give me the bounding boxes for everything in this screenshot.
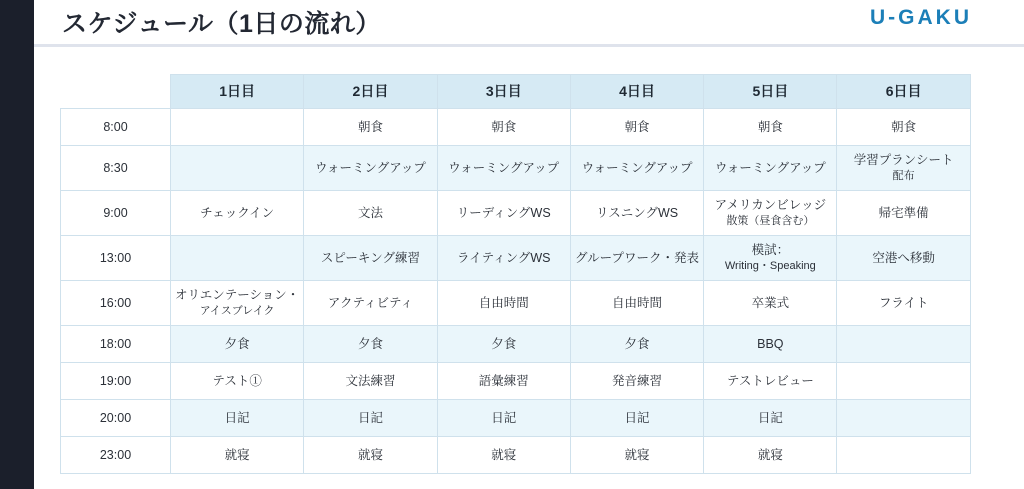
- brand-logo: U-GAKU: [870, 6, 972, 29]
- cell-line: リーディングWS: [456, 205, 551, 220]
- schedule-cell-d4-r9: [570, 437, 703, 474]
- cell-line: 就寝: [757, 447, 783, 462]
- time-label: 19:00: [61, 363, 171, 400]
- schedule-cell-d2-r9: [304, 437, 437, 474]
- cell-line: ライティングWS: [456, 250, 551, 265]
- schedule-cell-d6-r1: [837, 109, 970, 146]
- time-label: 8:00: [61, 109, 171, 146]
- schedule-cell-d6-r3: [837, 191, 970, 236]
- schedule-cell-d1-r9: [171, 437, 304, 474]
- cell-line: 帰宅準備: [878, 205, 929, 220]
- schedule-cell-d4-r3: [570, 191, 703, 236]
- cell-line: アクティビティ: [327, 295, 414, 310]
- cell-line: 日記: [224, 410, 250, 425]
- schedule-cell-d1-r7: [171, 363, 304, 400]
- schedule-cell-d3-r3: [437, 191, 570, 236]
- schedule-cell-d4-r1: [570, 109, 703, 146]
- time-label: 18:00: [61, 326, 171, 363]
- schedule-cell-d5-r1: [704, 109, 837, 146]
- schedule-cell-d6-r2: [837, 146, 970, 191]
- schedule-cell-d5-r4: [704, 236, 837, 281]
- cell-line: 朝食: [624, 119, 650, 134]
- cell-line: 夕食: [224, 336, 250, 351]
- cell-line: 日記: [491, 410, 517, 425]
- schedule-cell-d1-r2: [171, 146, 304, 191]
- cell-line: 就寝: [224, 447, 250, 462]
- day-header-1: 1日目: [171, 75, 304, 109]
- schedule-cell-d3-r7: [437, 363, 570, 400]
- schedule-cell-d2-r8: [304, 400, 437, 437]
- time-label: 8:30: [61, 146, 171, 191]
- cell-line: 朝食: [491, 119, 517, 134]
- table-row: [61, 437, 971, 474]
- table-row: [61, 236, 971, 281]
- page-header: [34, 0, 1024, 44]
- schedule-cell-d1-r6: [171, 326, 304, 363]
- cell-line: 日記: [757, 410, 783, 425]
- time-label: 13:00: [61, 236, 171, 281]
- cell-line: 配布: [892, 170, 915, 183]
- schedule-cell-d5-r3: [704, 191, 837, 236]
- schedule-cell-d4-r8: [570, 400, 703, 437]
- cell-line: 夕食: [624, 336, 650, 351]
- day-header-3: 3日目: [437, 75, 570, 109]
- header-divider: [34, 44, 1024, 47]
- cell-line: ウォーミングアップ: [315, 160, 426, 175]
- schedule-cell-d5-r7: [704, 363, 837, 400]
- cell-line: フライト: [878, 295, 929, 310]
- schedule-cell-d4-r6: [570, 326, 703, 363]
- cell-line: 就寝: [491, 447, 517, 462]
- cell-line: スピーキング練習: [320, 250, 421, 265]
- cell-line: 日記: [624, 410, 650, 425]
- schedule-cell-d5-r9: [704, 437, 837, 474]
- schedule-cell-d2-r3: [304, 191, 437, 236]
- schedule-cell-d4-r4: [570, 236, 703, 281]
- day-header-6: 6日目: [837, 75, 970, 109]
- schedule-cell-d3-r1: [437, 109, 570, 146]
- schedule-cell-d5-r8: [704, 400, 837, 437]
- schedule-cell-d2-r5: [304, 281, 437, 326]
- schedule-cell-d3-r5: [437, 281, 570, 326]
- table-row: [61, 281, 971, 326]
- schedule-cell-d4-r5: [570, 281, 703, 326]
- schedule-cell-d2-r7: [304, 363, 437, 400]
- table-row: [61, 146, 971, 191]
- schedule-cell-d3-r4: [437, 236, 570, 281]
- schedule-cell-d4-r7: [570, 363, 703, 400]
- day-header-4: 4日目: [570, 75, 703, 109]
- cell-line: チェックイン: [200, 205, 275, 220]
- cell-line: 就寝: [357, 447, 383, 462]
- cell-line: ウォーミングアップ: [581, 160, 693, 175]
- corner-cell: [61, 75, 171, 109]
- cell-line: 学習プランシート: [853, 153, 954, 168]
- schedule-table: [60, 74, 971, 474]
- cell-line: Writing・Speaking: [724, 260, 816, 273]
- schedule-cell-d6-r7: [837, 363, 970, 400]
- cell-line: 夕食: [357, 336, 383, 351]
- schedule-cell-d6-r6: [837, 326, 970, 363]
- cell-line: 朝食: [891, 119, 917, 134]
- table-row: [61, 400, 971, 437]
- schedule-table-head: [61, 75, 971, 109]
- table-row: [61, 363, 971, 400]
- day-header-5: 5日目: [704, 75, 837, 109]
- cell-line: テスト①: [212, 373, 262, 388]
- left-sidebar-rail: [0, 0, 34, 489]
- schedule-cell-d2-r6: [304, 326, 437, 363]
- table-row: [61, 191, 971, 236]
- cell-line: 模試：: [751, 243, 790, 258]
- cell-line: リスニングWS: [595, 205, 679, 220]
- schedule-cell-d5-r5: [704, 281, 837, 326]
- schedule-cell-d4-r2: [570, 146, 703, 191]
- cell-line: 就寝: [624, 447, 650, 462]
- table-header-row: [61, 75, 971, 109]
- schedule-table-wrapper: [60, 74, 970, 474]
- time-label: 20:00: [61, 400, 171, 437]
- cell-line: 空港へ移動: [872, 250, 935, 265]
- cell-line: 自由時間: [612, 295, 663, 310]
- schedule-cell-d1-r4: [171, 236, 304, 281]
- schedule-cell-d2-r1: [304, 109, 437, 146]
- cell-line: 文法練習: [345, 373, 396, 388]
- schedule-cell-d3-r9: [437, 437, 570, 474]
- cell-line: 日記: [357, 410, 383, 425]
- cell-line: 文法: [357, 205, 383, 220]
- table-row: [61, 326, 971, 363]
- cell-line: テストレビュー: [726, 373, 814, 388]
- cell-line: 夕食: [491, 336, 517, 351]
- cell-line: 朝食: [757, 119, 783, 134]
- cell-line: アメリカンビレッジ: [714, 198, 827, 213]
- schedule-cell-d1-r5: [171, 281, 304, 326]
- schedule-cell-d6-r8: [837, 400, 970, 437]
- cell-line: 朝食: [357, 119, 383, 134]
- schedule-cell-d2-r4: [304, 236, 437, 281]
- time-label: 9:00: [61, 191, 171, 236]
- cell-line: アイスブレイク: [199, 305, 275, 318]
- schedule-cell-d3-r6: [437, 326, 570, 363]
- schedule-cell-d1-r8: [171, 400, 304, 437]
- schedule-cell-d1-r1: [171, 109, 304, 146]
- cell-line: オリエンテーション・: [175, 288, 300, 303]
- schedule-cell-d5-r2: [704, 146, 837, 191]
- cell-line: ウォーミングアップ: [714, 160, 826, 175]
- cell-line: ウォーミングアップ: [448, 160, 560, 175]
- cell-line: 語彙練習: [478, 373, 529, 388]
- cell-line: 散策（昼食含む）: [726, 215, 815, 228]
- day-header-2: 2日目: [304, 75, 437, 109]
- cell-line: 自由時間: [478, 295, 529, 310]
- schedule-cell-d6-r9: [837, 437, 970, 474]
- page-title: スケジュール（1日の流れ）: [62, 10, 381, 38]
- schedule-cell-d6-r5: [837, 281, 970, 326]
- time-label: 16:00: [61, 281, 171, 326]
- time-label: 23:00: [61, 437, 171, 474]
- schedule-cell-d1-r3: [171, 191, 304, 236]
- table-row: [61, 109, 971, 146]
- cell-line: 発音練習: [612, 373, 663, 388]
- schedule-cell-d2-r2: [304, 146, 437, 191]
- schedule-cell-d3-r8: [437, 400, 570, 437]
- cell-line: 卒業式: [751, 295, 790, 310]
- cell-line: グループワーク・発表: [575, 250, 700, 265]
- schedule-cell-d5-r6: [704, 326, 837, 363]
- schedule-cell-d3-r2: [437, 146, 570, 191]
- cell-line: BBQ: [757, 336, 784, 351]
- schedule-cell-d6-r4: [837, 236, 970, 281]
- schedule-table-body: [61, 109, 971, 474]
